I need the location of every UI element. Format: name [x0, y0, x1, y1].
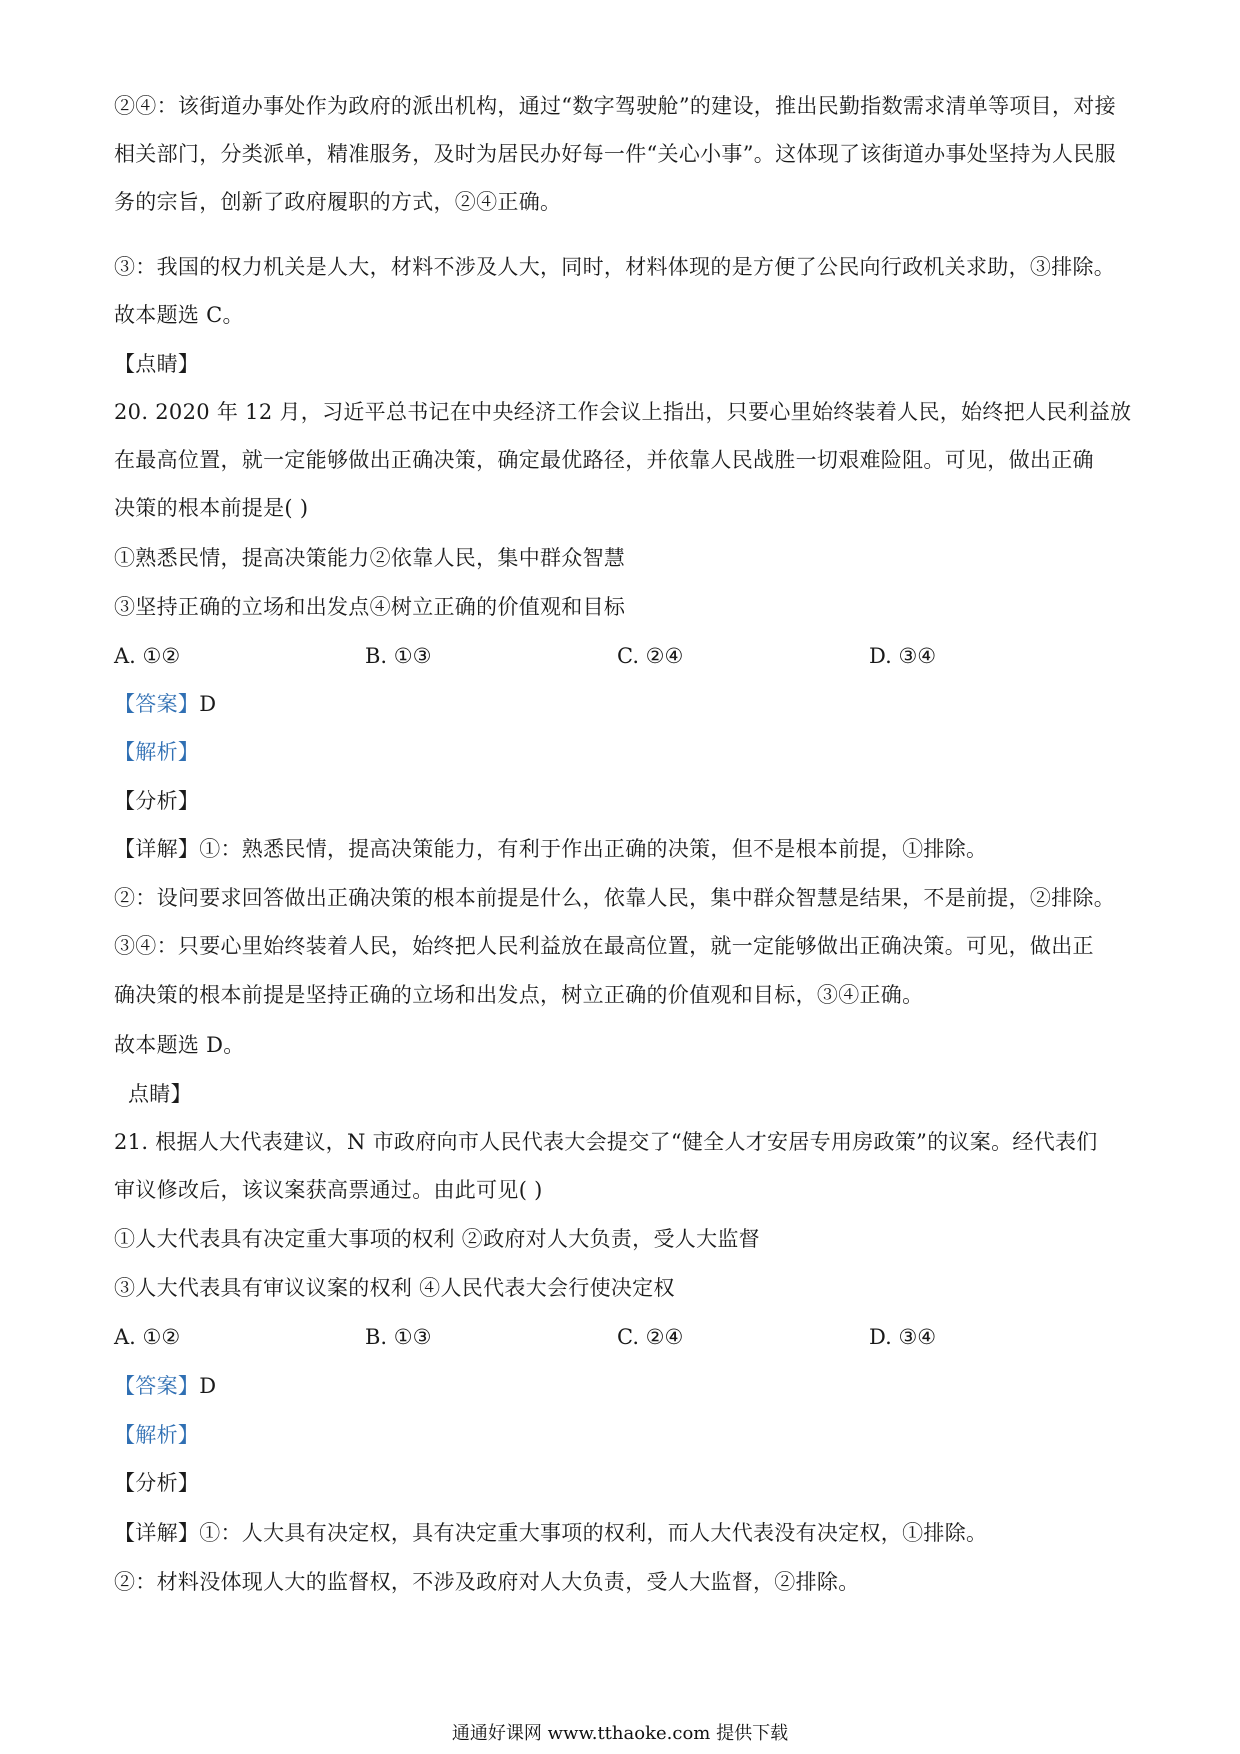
q20-stem-line: 决策的根本前提是( ): [114, 496, 309, 520]
dianjing-label: 【点睛】: [114, 352, 200, 376]
paragraph-line: 故本题选 C。: [114, 303, 244, 327]
q21-item-line: ③人大代表具有审议议案的权利 ④人民代表大会行使决定权: [114, 1276, 675, 1300]
q20-option-c: C. ②④: [617, 644, 684, 668]
page-footer: 通通好课网 www.tthaoke.com 提供下载: [451, 1723, 789, 1744]
q21-option-c: C. ②④: [617, 1325, 684, 1349]
q21-fenxi-label: 【分析】: [114, 1471, 200, 1495]
q21-answer: [114, 1371, 1134, 1401]
q20-fenxi-label: 【分析】: [114, 789, 200, 813]
paragraph-line: 务的宗旨，创新了政府履职的方式，②④正确。: [114, 190, 562, 214]
detail-label: 【详解】: [114, 1521, 200, 1545]
q20-detail-line: ③④：只要心里始终装着人民，始终把人民利益放在最高位置，就一定能够做出正确决策。可见，做出正: [114, 934, 1094, 958]
q21-stem-line: 21. 根据人大代表建议，N 市政府向市人民代表大会提交了“健全人才安居专用房政策”的议案。经代表们: [114, 1130, 1098, 1154]
q20-detail-line: ②：设问要求回答做出正确决策的根本前提是什么，依靠人民，集中群众智慧是结果，不是前提，②排除。: [114, 886, 1116, 910]
q21-option-a: A. ①②: [114, 1325, 181, 1349]
q20-detail-line: 确决策的根本前提是坚持正确的立场和出发点，树立正确的价值观和目标，③④正确。: [114, 983, 924, 1007]
detail-text: ①：人大具有决定权，具有决定重大事项的权利，而人大代表没有决定权，①排除。: [199, 1521, 988, 1545]
q21-option-b: B. ①③: [365, 1325, 432, 1349]
q21-detail-line: ②：材料没体现人大的监督权，不涉及政府对人大负责，受人大监督，②排除。: [114, 1570, 860, 1594]
detail-text: ①：熟悉民情，提高决策能力，有利于作出正确的决策，但不是根本前提，①排除。: [199, 837, 988, 861]
q21-option-d: D. ③④: [869, 1325, 937, 1349]
answer-label: 【答案】: [114, 692, 200, 716]
q20-detail-line: 故本题选 D。: [114, 1033, 245, 1057]
q21-detail-line: [114, 1518, 1134, 1548]
q20-stem-line: 在最高位置，就一定能够做出正确决策，确定最优路径，并依靠人民战胜一切艰难险阻。可见，做出正确: [114, 448, 1094, 472]
q20-jiexi-label: 【解析】: [114, 740, 200, 764]
q20-option-b: B. ①③: [365, 644, 432, 668]
q20-option-d: D. ③④: [869, 644, 937, 668]
detail-label: 【详解】: [114, 837, 200, 861]
q20-answer: [114, 689, 1134, 719]
paragraph-line: 相关部门，分类派单，精准服务，及时为居民办好每一件“关心小事”。这体现了该街道办事处坚持为人民服: [114, 142, 1116, 166]
q20-detail-line: [114, 834, 1134, 864]
paragraph-line: ②④：该街道办事处作为政府的派出机构，通过“数字驾驶舱”的建设，推出民勤指数需求清单等项目，对接: [114, 94, 1116, 118]
dianjing-label: 点睛】: [128, 1082, 192, 1106]
q20-stem-line: 20. 2020 年 12 月，习近平总书记在中央经济工作会议上指出，只要心里始终装着人民，始终把人民利益放: [114, 400, 1132, 424]
q20-item-line: ③坚持正确的立场和出发点④树立正确的价值观和目标: [114, 595, 626, 619]
q21-stem-line: 审议修改后，该议案获高票通过。由此可见( ): [114, 1178, 543, 1202]
q21-jiexi-label: 【解析】: [114, 1423, 200, 1447]
paragraph-line: ③：我国的权力机关是人大，材料不涉及人大，同时，材料体现的是方便了公民向行政机关求助，③排除。: [114, 255, 1116, 279]
answer-label: 【答案】: [114, 1374, 200, 1398]
q20-item-line: ①熟悉民情，提高决策能力②依靠人民，集中群众智慧: [114, 546, 626, 570]
q20-option-a: A. ①②: [114, 644, 181, 668]
answer-value: D: [199, 1374, 217, 1398]
q21-item-line: ①人大代表具有决定重大事项的权利 ②政府对人大负责，受人大监督: [114, 1227, 760, 1251]
answer-value: D: [199, 692, 217, 716]
